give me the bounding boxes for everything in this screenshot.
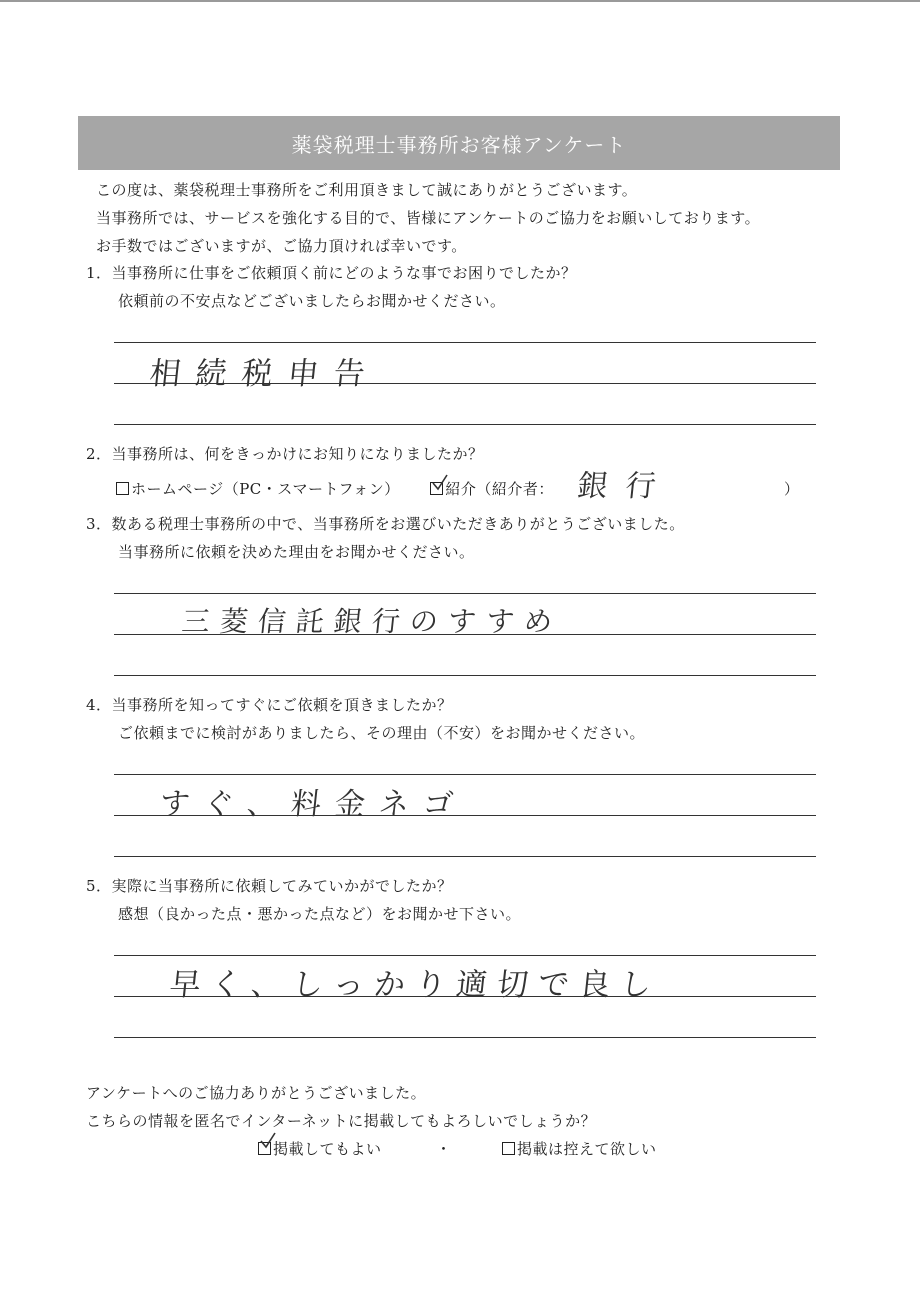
publish-ok-label: 掲載してもよい: [273, 1140, 382, 1158]
answer-line: [114, 774, 816, 775]
intro-line-2: 当事務所では、サービスを強化する目的で、皆様にアンケートのご協力をお願いしております。: [96, 209, 761, 227]
question-1-sub: 依頼前の不安点などございましたらお聞かせください。: [118, 292, 506, 310]
answer-line: [114, 856, 816, 857]
homepage-option-label: ホームページ（PC・スマートフォン）: [131, 480, 400, 498]
publish-option-separator: ・: [436, 1140, 452, 1158]
question-2: 2．当事務所は、何をきっかけにお知りになりましたか？: [86, 445, 484, 463]
answer-line: [114, 955, 816, 956]
answer-line: [114, 675, 816, 676]
homepage-checkbox[interactable]: [116, 482, 129, 495]
referral-option-label: 紹介（紹介者：: [445, 480, 554, 498]
referrer-close-paren: ）: [784, 480, 800, 498]
intro-line-1: この度は、薬袋税理士事務所をご利用頂きまして誠にありがとうございます。: [96, 181, 638, 199]
answer-3-handwriting: 三菱信託銀行のすすめ: [180, 605, 564, 638]
answer-4-handwriting: すぐ、料金ネゴ: [157, 787, 469, 822]
answer-line: [114, 424, 816, 425]
question-5: 5．実際に当事務所に依頼してみていかがでしたか？: [86, 877, 453, 895]
question-1: 1．当事務所に仕事をご依頼頂く前にどのような事でお困りでしたか？: [86, 264, 577, 282]
closing-thanks: アンケートへのご協力ありがとうございました。: [86, 1084, 427, 1102]
answer-line: [114, 1037, 816, 1038]
answer-line: [114, 593, 816, 594]
survey-title-text: 薬袋税理士事務所お客様アンケート: [291, 132, 627, 157]
publish-ng-checkbox[interactable]: [502, 1142, 515, 1155]
question-2-options: [116, 478, 554, 499]
question-3: 3．数ある税理士事務所の中で、当事務所をお選びいただきありがとうございました。: [86, 515, 685, 533]
answer-line: [114, 342, 816, 343]
question-4-sub: ご依頼までに検討がありましたら、その理由（不安）をお聞かせください。: [118, 724, 646, 742]
publish-ok-check-mark: [259, 1131, 277, 1149]
question-4: 4．当事務所を知ってすぐにご依頼を頂きましたか？: [86, 696, 453, 714]
question-5-sub: 感想（良かった点・悪かった点など）をお聞かせ下さい。: [118, 905, 522, 923]
intro-line-3: お手数ではございますが、ご協力頂ければ幸いです。: [96, 237, 467, 255]
scan-edge: [0, 0, 920, 2]
referrer-handwriting: 銀行: [575, 469, 676, 504]
answer-5-handwriting: 早く、しっかり適切で良し: [167, 967, 663, 1003]
publish-question: こちらの情報を匿名でインターネットに掲載してもよろしいでしょうか？: [86, 1112, 597, 1130]
referral-check-mark: [431, 473, 449, 491]
question-3-sub: 当事務所に依頼を決めた理由をお聞かせください。: [118, 543, 475, 561]
answer-1-handwriting: 相続税申告: [147, 356, 382, 392]
publish-ng-label: 掲載は控えて欲しい: [517, 1140, 657, 1158]
publish-option-ng: [502, 1138, 657, 1159]
survey-title: [78, 116, 840, 170]
